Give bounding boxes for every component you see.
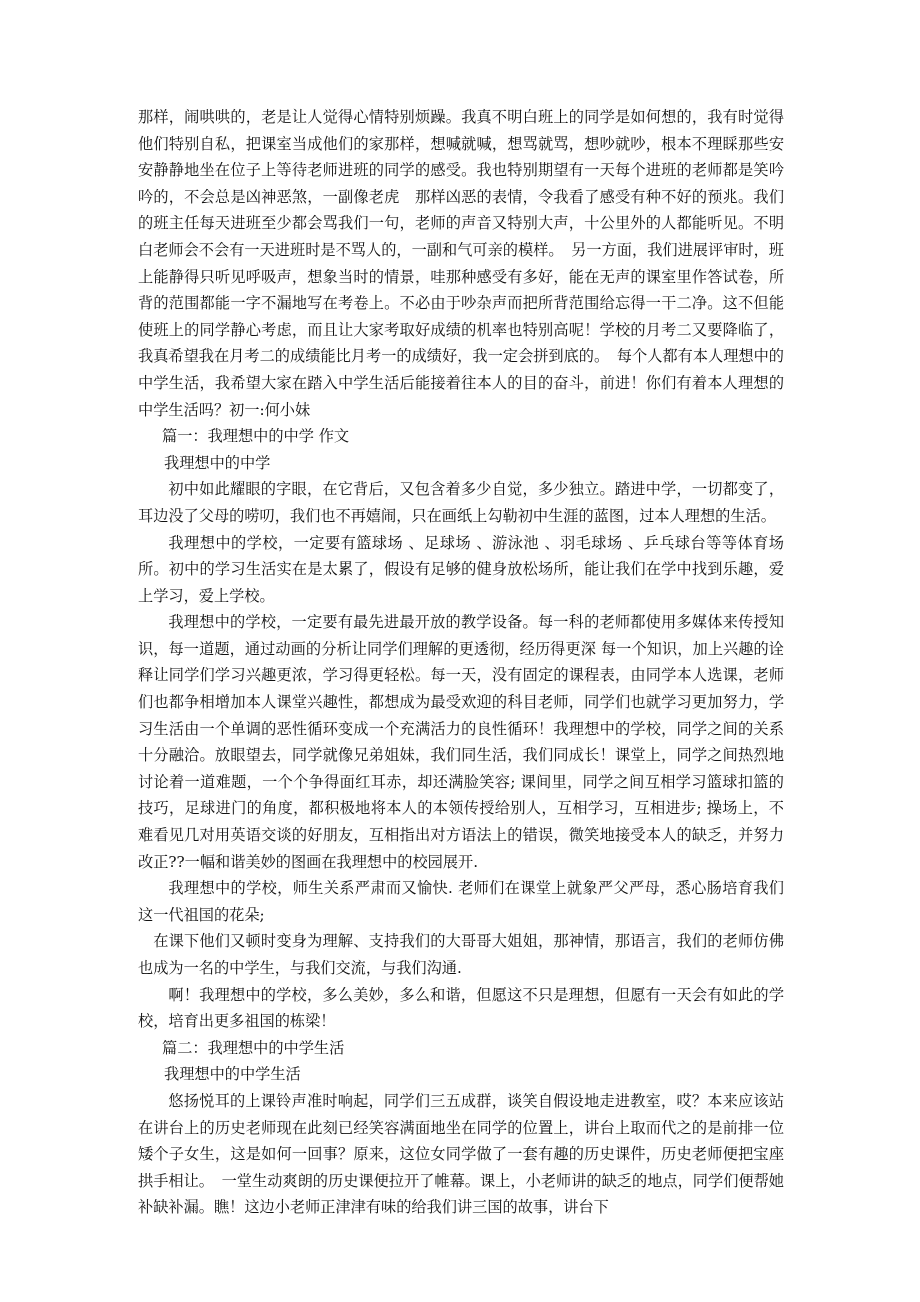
body-paragraph: 在课下他们又顿时变身为理解、支持我们的大哥哥大姐姐，那神情，那语言，我们的老师仿佛也成为一名的中学生，与我们交流，与我们沟通. (138, 932, 784, 977)
body-paragraph: 我理想中的学校，一定要有篮球场 、足球场 、游泳池 、羽毛球场 、乒乓球台等等体育场所。初中的学习生活实在是太累了，假设有足够的健身放松场所，能让我们在学中找到乐趣，爱上学习，爱上学校。 (138, 533, 784, 605)
essay-title-1: 我理想中的中学 (164, 453, 271, 472)
document-page (138, 104, 784, 1221)
body-paragraph: 悠扬悦耳的上课铃声准时响起，同学们三五成群，谈笑自假设地走进教室，哎？本来应该站在讲台上的历史老师现在此刻已经笑容满面地坐在同学的位置上，讲台上取而代之的是前排一位矮个子女生，这是如何一回事？原来，这位女同学做了一套有趣的历史课件，历史老师便把宝座拱手相让。 一堂生动爽朗的历史课便拉开了帷幕。课上，小老师讲的缺乏的地点，同学们便帮她补缺补漏。瞧！这边小老师正津津有味的给我们讲三国的故事，讲台下 (138, 1091, 784, 1217)
body-paragraph: 我理想中的学校，一定要有最先进最开放的教学设备。每一科的老师都使用多媒体来传授知识，每一道题，通过动画的分析让同学们理解的更透彻，经历得更深 每一个知识，加上兴趣的诠释让同学们学习兴趣更浓，学习得更轻松。每一天，没有固定的课程表，由同学本人选课，老师们也都争相增加本人课堂兴趣性，都想成为最受欢迎的科目老师，同学们也就学习更加努力，学习生活由一个单调的恶性循环变成一个充满活力的良性循环！我理想中的学校，同学之间的关系十分融洽。放眼望去，同学就像兄弟姐妹，我们同生活，我们同成长！课堂上，同学之间热烈地讨论着一道难题，一个个争得面红耳赤，却还满脸笑容; 课间里，同学之间互相学习篮球扣篮的技巧，足球进门的角度，都积极地将本人的本领传授给别人，互相学习，互相进步; 操场上，不难看见几对用英语交谈的好朋友，互相指出对方语法上的错误，微笑地接受本人的缺乏，并努力改正??一幅和谐美妙的图画在我理想中的校园展开. (138, 613, 784, 871)
body-paragraph: 啊！我理想中的学校，多么美妙，多么和谐，但愿这不只是理想，但愿有一天会有如此的学校，培育出更多祖国的栋梁！ (138, 985, 784, 1031)
essay-title-2: 我理想中的中学生活 (164, 1065, 301, 1084)
body-paragraph: 初中如此耀眼的字眼，在它背后，又包含着多少自觉，多少独立。踏进中学，一切都变了，耳边没了父母的唠叨，我们也不再嬉闹，只在画纸上勾勒初中生涯的蓝图，过本人理想的生活。 (138, 480, 784, 525)
section-heading-2: 篇二：我理想中的中学生活 (162, 1038, 345, 1057)
section-heading-1: 篇一：我理想中的中学 作文 (162, 427, 350, 446)
body-paragraph: 我理想中的学校，师生关系严肃而又愉快. 老师们在课堂上就象严父严母，悉心肠培育我们这一代祖国的花朵; (138, 879, 784, 924)
body-paragraph-continued: 那样，闹哄哄的，老是让人觉得心情特别烦躁。我真不明白班上的同学是如何想的，我有时觉得他们特别自私，把课室当成他们的家那样，想喊就喊，想骂就骂，想吵就吵，根本不理睬那些安安静静地坐在位子上等待老师进班的同学的感受。我也特别期望有一天每个进班的老师都是笑吟吟的，不会总是凶神恶煞，一副像老虎 那样凶恶的表情，令我看了感受有种不好的预兆。我们的班主任每天进班至少都会骂我们一句，老师的声音又特别大声，十公里外的人都能听见。不明白老师会不会有一天进班时是不骂人的，一副和气可亲的模样。 另一方面，我们进展评审时，班上能静得只听见呼吸声，想象当时的情景，哇那种感受有多好，能在无声的课室里作答试卷，所背的范围都能一字不漏地写在考卷上。不必由于吵杂声而把所背范围给忘得一干二净。这不但能使班上的同学静心考虑，而且让大家考取好成绩的机率也特别高呢！学校的月考二又要降临了，我真希望我在月考二的成绩能比月考一的成绩好，我一定会拼到底的。 每个人都有本人理想中的中学生活，我希望大家在踏入中学生活后能接着往本人的目的奋斗，前进！你们有着本人理想的中学生活吗？初一:何小妹 (138, 108, 784, 419)
